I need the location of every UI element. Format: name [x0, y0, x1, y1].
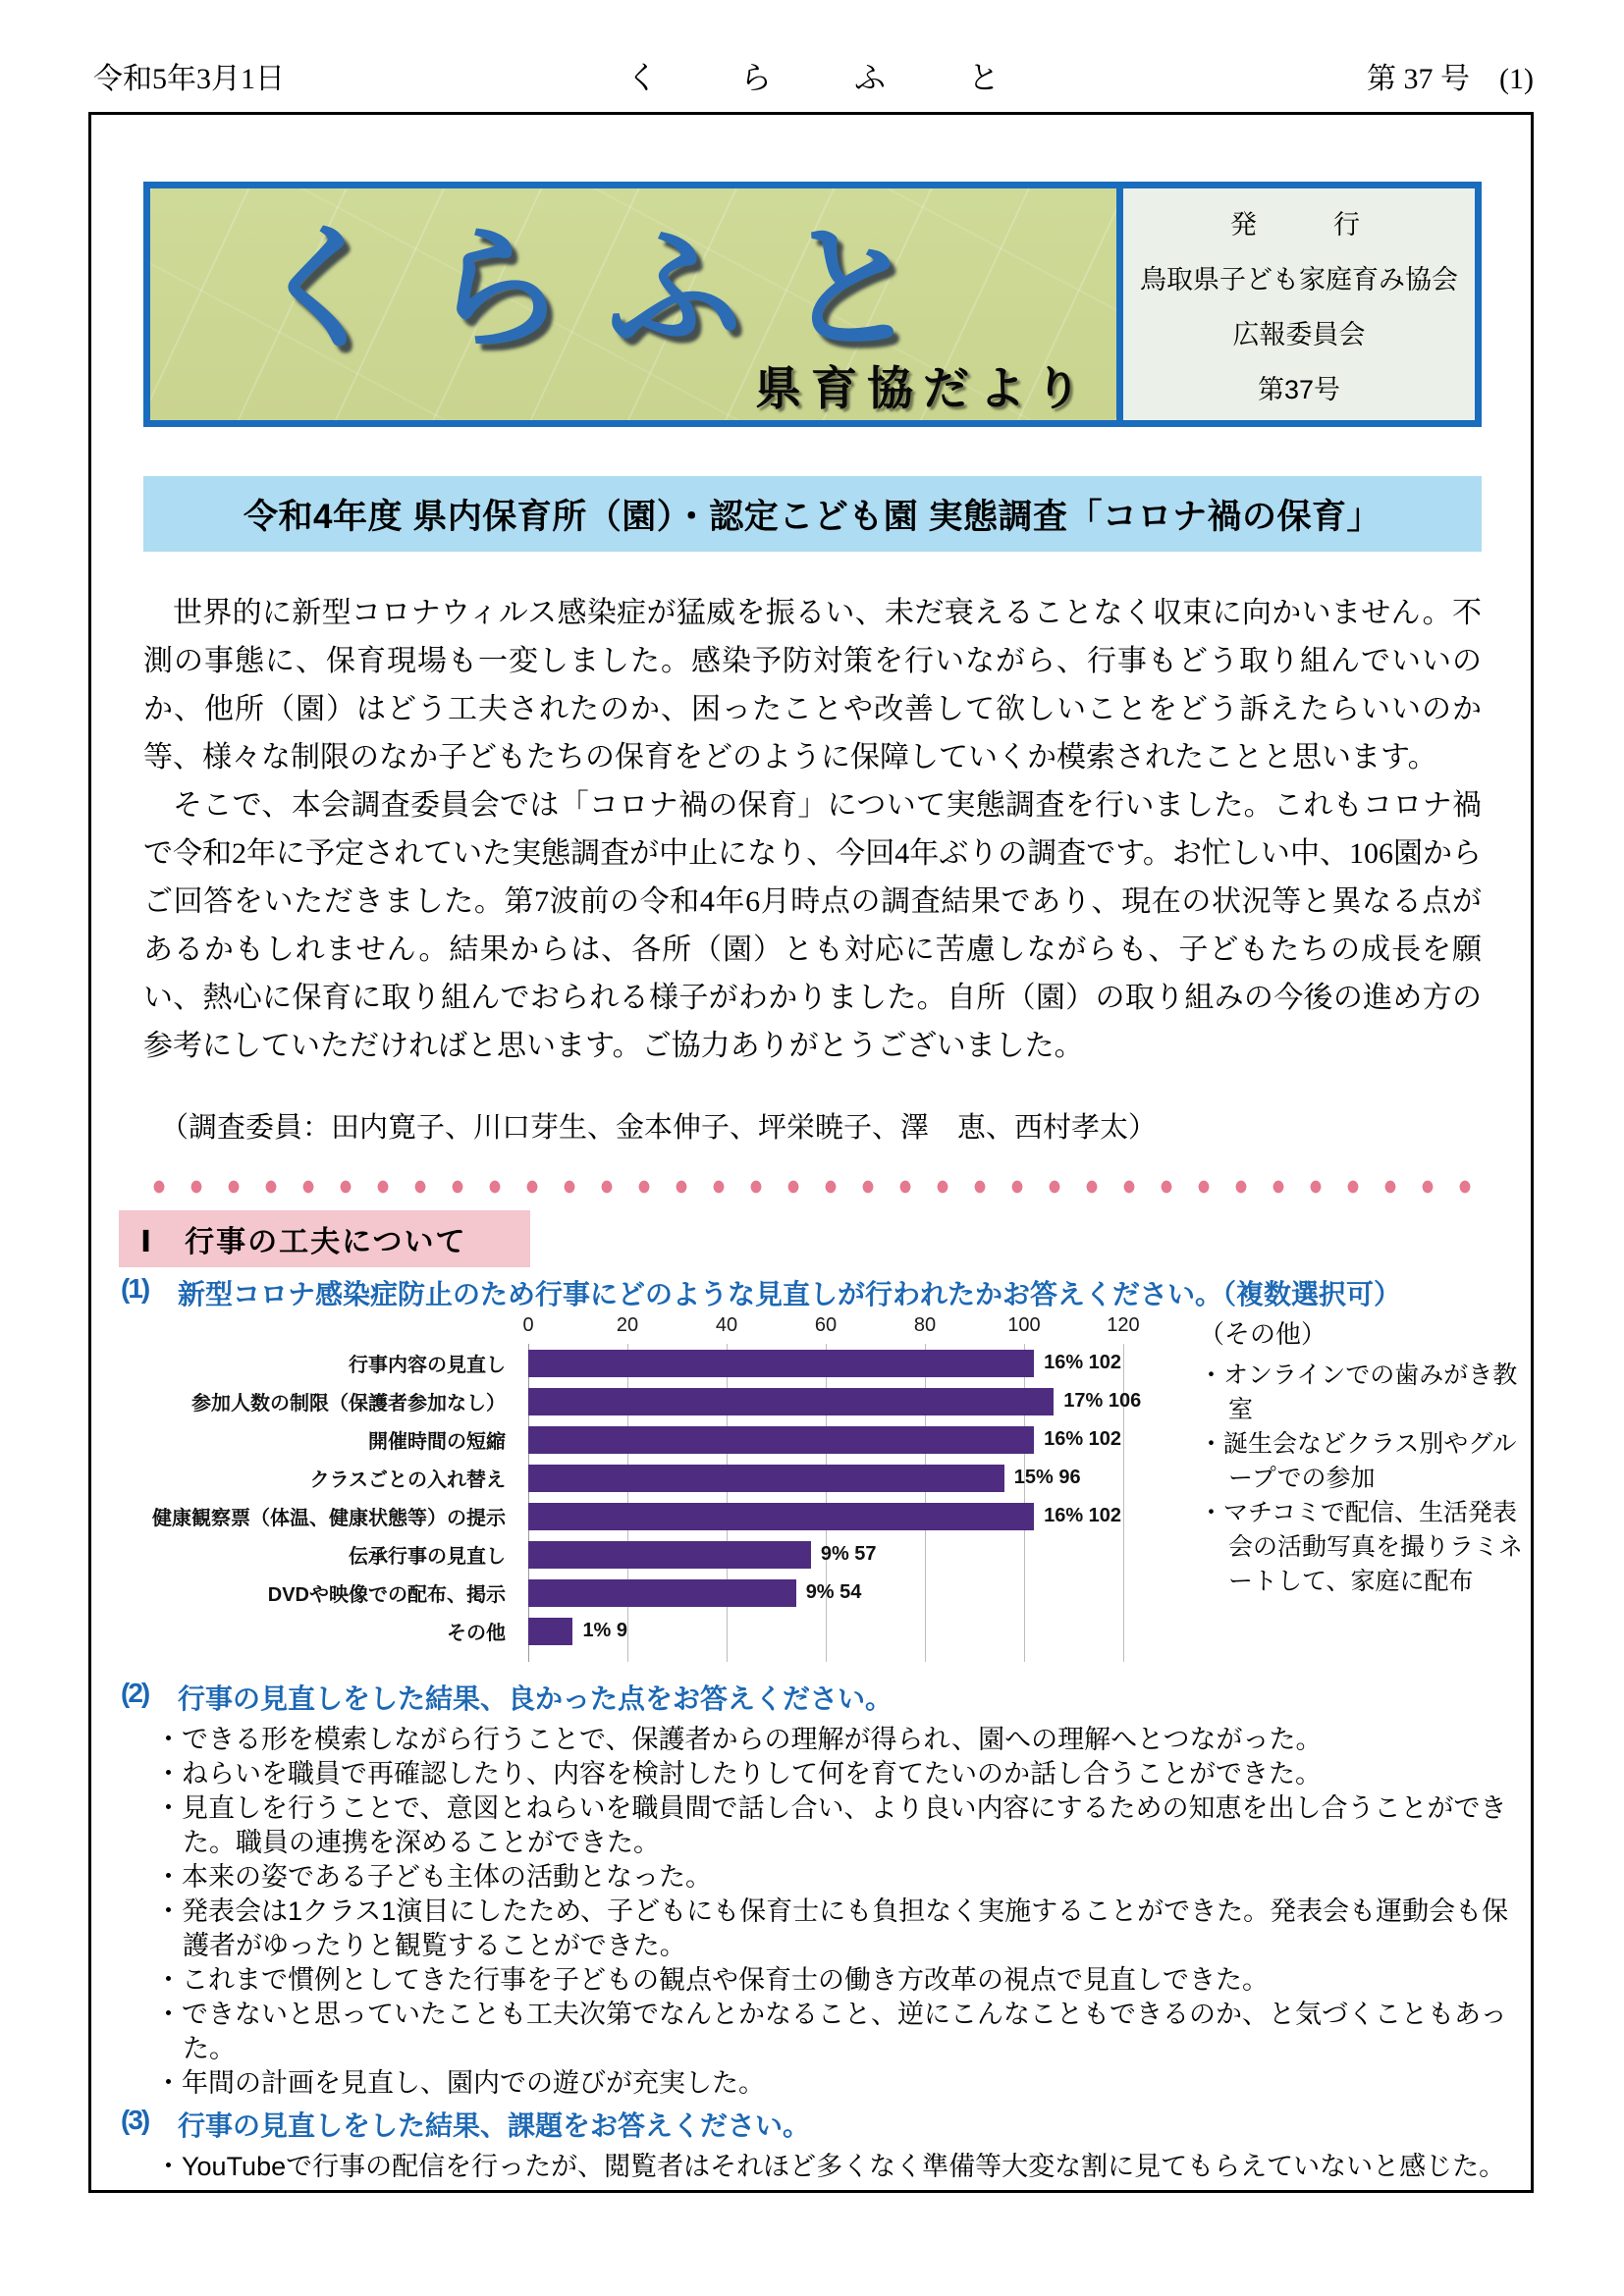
question-2-answers — [155, 1723, 1525, 2101]
publisher-committee: 広報委員会 — [1232, 319, 1366, 349]
chart-bar — [528, 1426, 1034, 1454]
list-item: ・ 見直しを行うことで、意図とねらいを職員間で話し合い、より良い内容にするための知恵を出し合うことができた。職員の連携を深めることができた。 — [155, 1791, 1525, 1860]
list-item: ・ できないと思っていたことも工夫次第でなんとかなること、逆にこんなこともできるのか、と気づくこともあった。 — [155, 1998, 1525, 2066]
article-title: 令和4年度 県内保育所（園）・認定こども園 実態調査「コロナ禍の保育」 — [244, 497, 1381, 536]
list-item: ・ マチコミで配信、生活発表会の活動写真を撮りラミネートして、家庭に配布 — [1199, 1496, 1529, 1599]
paragraph: 世界的に新型コロナウィルス感染症が猛威を振るい、未だ衰えることなく収束に向かいません。不測の事態に、保育現場も一変しました。感染予防対策を行いながら、行事もどう取り組んでいいのか、他所（園）はどう工夫されたのか、困ったことや改善して欲しいことをどう訴えたらいいのか等、様々な制限のなか子どもたちの保育をどのように保障していくか模索されたことと思います。 — [143, 597, 1482, 774]
question-2 — [121, 1678, 1531, 1717]
chart-row — [91, 1535, 877, 1574]
list-item: ・ 発表会は1クラス1演目にしたため、子どもにも保育士にも負担なく実施することができた。発表会も運動会も保護者がゆったりと観覧することができた。 — [155, 1895, 1525, 1963]
question-3-number: (3) — [121, 2105, 149, 2135]
x-axis-tick: 60 — [814, 1314, 838, 1336]
header-issue-number: 第 37 号 (1) — [1367, 63, 1534, 95]
newsletter-subtitle: 県育協だより — [755, 364, 1091, 415]
chart-value-label: 16% 102 — [1044, 1352, 1122, 1373]
x-axis-tick: 120 — [1107, 1314, 1140, 1336]
publisher-label: 発 行 — [1230, 209, 1368, 240]
q1-bar-chart — [91, 1314, 1199, 1664]
chart-value-label: 15% 96 — [1013, 1467, 1081, 1488]
chart-value-label: 1% 9 — [582, 1620, 628, 1641]
chart-row — [91, 1612, 627, 1650]
page-running-header — [93, 53, 1534, 98]
dotted-divider — [140, 1179, 1482, 1195]
question-1-text: 新型コロナ感染症防止のため行事にどのような見直しが行われたかお答えください。（複数選択可） — [178, 1279, 1402, 1309]
list-item: ・ YouTubeで行事の配信を行ったが、閲覧者はそれほど多くなく準備等大変な割に見てもらえていないと感じた。 — [155, 2150, 1525, 2184]
survey-committee-note: （調査委員：田内寛子、川口芽生、金本伸子、坪栄暁子、澤 恵、西村孝太） — [160, 1112, 1158, 1144]
question-1-number: (1) — [121, 1273, 149, 1304]
chart-row — [91, 1344, 1121, 1382]
section-1-heading: Ⅰ 行事の工夫について — [119, 1210, 530, 1267]
header-newsletter-title: く ら ふ と — [626, 60, 1026, 95]
chart-category-label: 行事内容の見直し — [349, 1355, 506, 1376]
newsletter-logo: くらふと — [253, 215, 961, 365]
chart-category-label: 健康観察票（体温、健康状態等）の提示 — [152, 1508, 506, 1529]
banner-logo-panel — [150, 188, 1116, 420]
chart-value-label: 17% 106 — [1063, 1390, 1142, 1412]
question-2-text: 行事の見直しをした結果、良かった点をお答えください。 — [178, 1683, 893, 1714]
list-item: ・ 本来の姿である子ども主体の活動となった。 — [155, 1860, 1525, 1895]
chart-row — [91, 1459, 1081, 1497]
chart-row — [91, 1574, 861, 1612]
chart-row — [91, 1420, 1121, 1459]
chart-bar — [528, 1541, 811, 1569]
others-column — [1199, 1314, 1529, 1599]
chart-value-label: 9% 54 — [805, 1581, 862, 1603]
x-axis-tick: 80 — [913, 1314, 937, 1336]
question-2-number: (2) — [121, 1678, 149, 1708]
list-item: ・ オンラインでの歯みがき教室 — [1199, 1359, 1529, 1427]
others-list — [1199, 1359, 1529, 1599]
header-date: 令和5年3月1日 — [93, 63, 285, 95]
chart-bar — [528, 1618, 572, 1645]
x-axis-tick: 0 — [522, 1314, 534, 1336]
chart-category-label: 参加人数の制限（保護者参加なし） — [191, 1393, 506, 1415]
chart-value-label: 9% 57 — [820, 1543, 877, 1565]
chart-category-label: その他 — [447, 1623, 506, 1644]
x-axis-tick: 20 — [616, 1314, 639, 1336]
question-1 — [121, 1273, 1531, 1312]
newsletter-banner — [143, 182, 1482, 427]
chart-value-label: 16% 102 — [1044, 1428, 1122, 1450]
question-3-answers — [155, 2150, 1525, 2184]
chart-category-label: 開催時間の短縮 — [368, 1431, 506, 1453]
chart-value-label: 16% 102 — [1044, 1505, 1122, 1526]
paragraph: そこで、本会調査委員会では「コロナ禍の保育」について実態調査を行いました。これもコロナ禍で令和2年に予定されていた実態調査が中止になり、今回4年ぶりの調査です。お忙しい中、106園からご回答をいただきました。第7波前の令和4年6月時点の調査結果であり、現在の状況等と異なる点があるかもしれません。結果からは、各所（園）とも対応に苦慮しながらも、子どもたちの成長を願い、熱心に保育に取り組んでおられる様子がわかりました。自所（園）の取り組みの今後の進め方の参考にしていただければと思います。ご協力ありがとうございました。 — [143, 789, 1482, 1062]
others-heading: （その他） — [1199, 1319, 1327, 1349]
list-item: ・ 誕生会などクラス別やグループでの参加 — [1199, 1427, 1529, 1496]
list-item: ・ 年間の計画を見直し、園内での遊びが充実した。 — [155, 2066, 1525, 2101]
article-title-bar — [143, 476, 1482, 552]
chart-category-label: 伝承行事の見直し — [349, 1546, 506, 1568]
article-body — [143, 589, 1482, 1070]
chart-bar — [528, 1579, 796, 1607]
list-item: ・ これまで慣例としてきた行事を子どもの観点や保育士の働き方改革の視点で見直しできた。 — [155, 1963, 1525, 1998]
chart-category-label: DVDや映像での配布、掲示 — [267, 1584, 506, 1606]
chart-category-label: クラスごとの入れ替え — [309, 1469, 506, 1491]
publisher-issue: 第37号 — [1257, 374, 1341, 404]
list-item: ・ できる形を模索しながら行うことで、保護者からの理解が得られ、園への理解へとつながった。 — [155, 1723, 1525, 1757]
chart-row — [91, 1497, 1121, 1535]
publisher-organization: 鳥取県子ども家庭育み協会 — [1140, 264, 1458, 294]
list-item: ・ ねらいを職員で再確認したり、内容を検討したりして何を育てたいのか話し合うことができた。 — [155, 1757, 1525, 1791]
publisher-box — [1116, 188, 1475, 420]
x-axis-tick: 40 — [715, 1314, 738, 1336]
question-3 — [121, 2105, 1531, 2144]
question-3-text: 行事の見直しをした結果、課題をお答えください。 — [178, 2110, 811, 2141]
chart-bar — [528, 1388, 1054, 1415]
q1-chart-area — [91, 1314, 1531, 1670]
chart-bar — [528, 1350, 1034, 1377]
chart-bar — [528, 1503, 1034, 1530]
page-border-box — [88, 112, 1534, 2193]
chart-row — [91, 1382, 1141, 1420]
x-axis-tick: 100 — [1007, 1314, 1041, 1336]
chart-bar — [528, 1465, 1004, 1492]
